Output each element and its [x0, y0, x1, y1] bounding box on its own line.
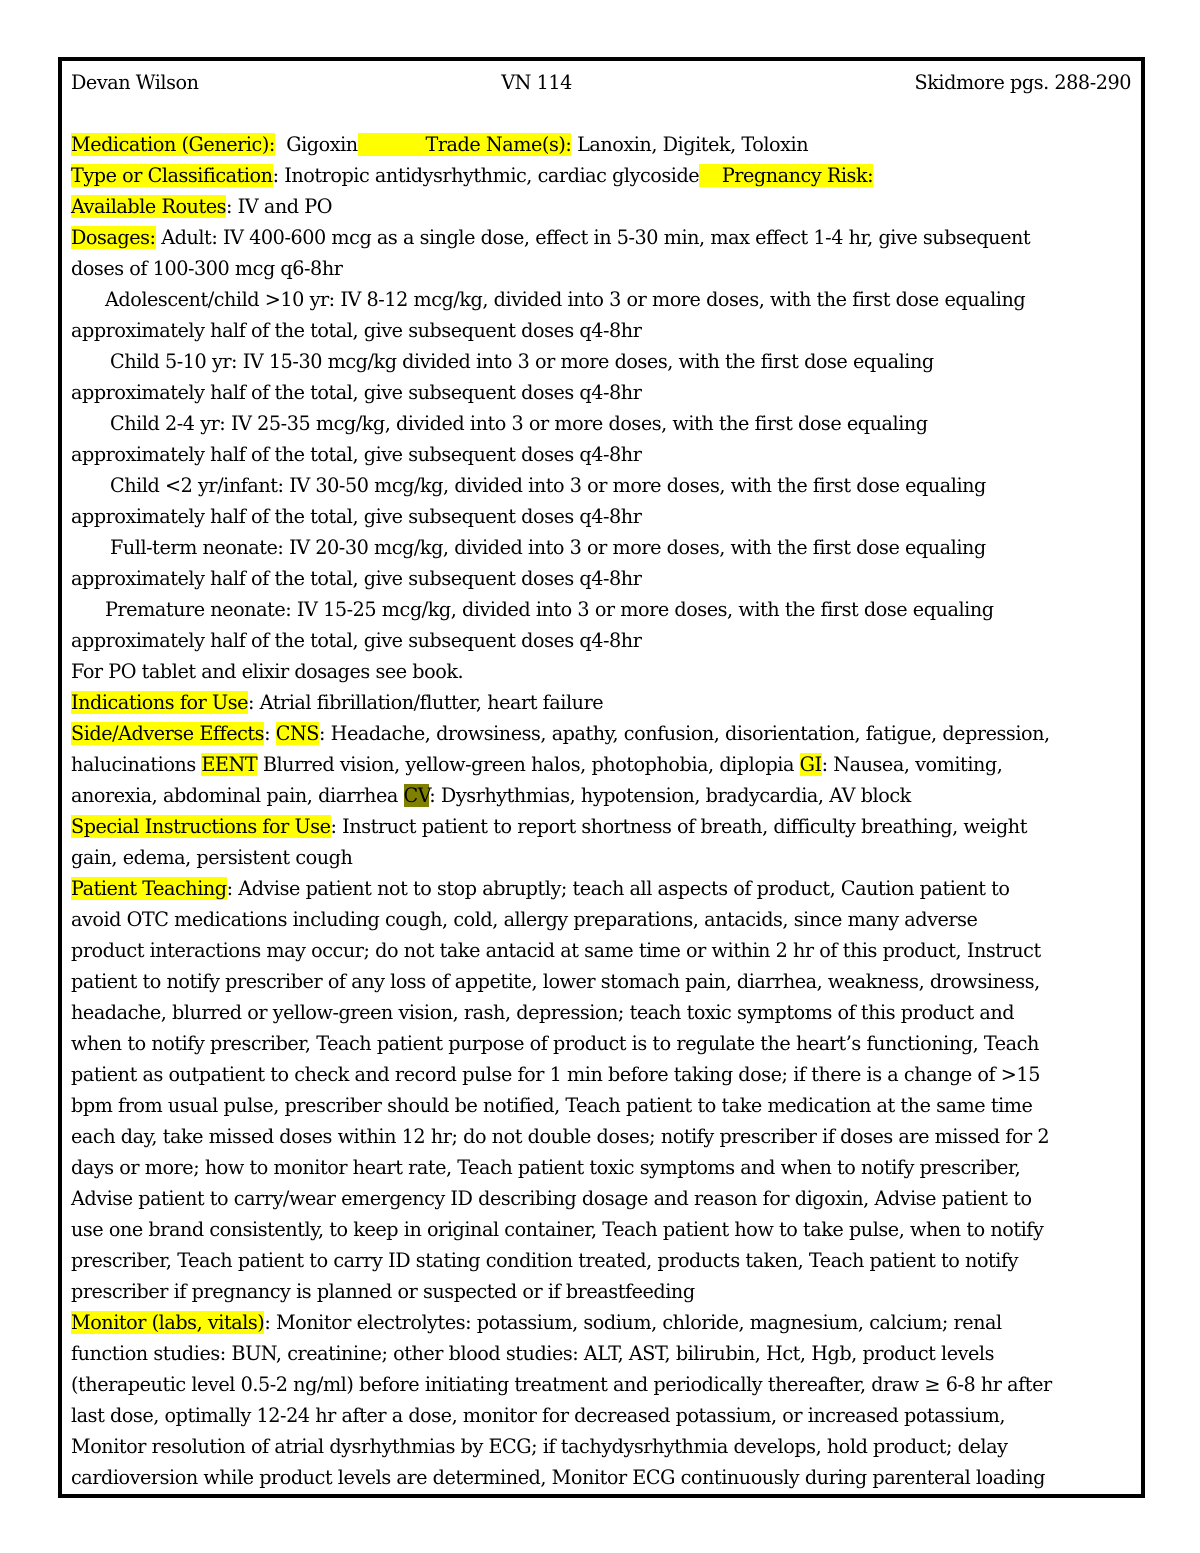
generic-label: Medication (Generic):	[71, 133, 275, 156]
monitor-line: Monitor resolution of atrial dysrhythmias by ECG; if tachydysrhythmia develops, hold product; delay	[71, 1435, 1008, 1458]
indications-value: : Atrial fibrillation/flutter, heart failure	[248, 691, 604, 714]
special-instructions-text: : Instruct patient to report shortness of breath, difficulty breathing, weight	[330, 815, 1027, 838]
dosage-line: doses of 100-300 mcg q6-8hr	[71, 257, 343, 280]
monitor-label: Monitor (labs, vitals)	[71, 1311, 265, 1334]
gi-effects-cont: anorexia, abdominal pain, diarrhea	[71, 784, 404, 807]
generic-name: Gigoxin	[286, 133, 358, 156]
cv-effects: : Dysrhythmias, hypotension, bradycardia, AV block	[429, 784, 911, 807]
monitor-text: : Monitor electrolytes: potassium, sodium, chloride, magnesium, calcium; renal	[264, 1311, 1002, 1334]
cns-label: CNS	[275, 722, 319, 745]
dosage-line: For PO tablet and elixir dosages see book.	[71, 660, 464, 683]
teaching-line: bpm from usual pulse, prescriber should be notified, Teach patient to take medication at the same time	[71, 1094, 1033, 1117]
dosages-row	[71, 222, 1131, 253]
blank-line	[71, 98, 1131, 129]
teaching-text: : Advise patient not to stop abruptly; teach all aspects of product, Caution patient to	[226, 877, 1010, 900]
teaching-line: days or more; how to monitor heart rate, Teach patient toxic symptoms and when to notify prescriber,	[71, 1156, 1021, 1179]
teaching-label: Patient Teaching	[71, 877, 227, 900]
medication-row	[71, 129, 1131, 160]
eent-effects: Blurred vision, yellow-green halos, photophobia, diplopia	[257, 753, 800, 776]
trade-names: Lanoxin, Digitek, Toloxin	[577, 133, 809, 156]
gi-label: GI	[799, 753, 822, 776]
dosage-line: approximately half of the total, give subsequent doses q4-8hr	[71, 381, 642, 404]
gi-effects: : Nausea, vomiting,	[821, 753, 1003, 776]
side-effects-label: Side/Adverse Effects	[71, 722, 265, 745]
indications-row	[71, 687, 1131, 718]
classification-value: : Inotropic antidysrhythmic, cardiac glycoside	[272, 164, 700, 187]
indications-label: Indications for Use	[71, 691, 248, 714]
dosage-line: Premature neonate: IV 15-25 mcg/kg, divided into 3 or more doses, with the first dose equaling	[105, 598, 994, 621]
course-code: VN 114	[501, 71, 572, 94]
classification-row	[71, 160, 1131, 191]
dosage-line: approximately half of the total, give subsequent doses q4-8hr	[71, 505, 642, 528]
dosage-line: Adult: IV 400-600 mcg as a single dose, effect in 5-30 min, max effect 1-4 hr, give subsequent	[155, 226, 1031, 249]
dosage-line: approximately half of the total, give subsequent doses q4-8hr	[71, 567, 642, 590]
drug-card	[71, 67, 1131, 1493]
teaching-line: avoid OTC medications including cough, cold, allergy preparations, antacids, since many adverse	[71, 908, 978, 931]
trade-label: Trade Name(s):	[425, 133, 572, 156]
teaching-line: patient to notify prescriber of any loss of appetite, lower stomach pain, diarrhea, weakness, drowsiness,	[71, 970, 1040, 993]
teaching-line: prescriber if pregnancy is planned or suspected or if breastfeeding	[71, 1280, 695, 1303]
monitor-line: (therapeutic level 0.5-2 ng/ml) before initiating treatment and periodically thereafter, draw ≥ 6-8 hr after	[71, 1373, 1052, 1396]
dosage-line: Child 2-4 yr: IV 25-35 mcg/kg, divided into 3 or more doses, with the first dose equaling	[110, 412, 928, 435]
dosage-line: approximately half of the total, give subsequent doses q4-8hr	[71, 319, 642, 342]
special-instructions-text: gain, edema, persistent cough	[71, 846, 353, 869]
teaching-line: when to notify prescriber, Teach patient purpose of product is to regulate the heart’s functioning, Teach	[71, 1032, 1039, 1055]
dosage-line: Full-term neonate: IV 20-30 mcg/kg, divided into 3 or more doses, with the first dose equaling	[110, 536, 986, 559]
monitor-line: last dose, optimally 12-24 hr after a dose, monitor for decreased potassium, or increased potassium,	[71, 1404, 1005, 1427]
teaching-line: patient as outpatient to check and record pulse for 1 min before taking dose; if there is a change of >15	[71, 1063, 1040, 1086]
page-reference: Skidmore pgs. 288-290	[914, 71, 1131, 94]
teaching-line: use one brand consistently, to keep in original container, Teach patient how to take pulse, when to notify	[71, 1218, 1044, 1241]
side-effects-row: Side/Adverse Effects: CNS: Headache, drowsiness, apathy, confusion, disorientation, fatigue, depression,	[71, 722, 1050, 745]
special-instructions-row	[71, 811, 1131, 842]
dosage-line: Child <2 yr/infant: IV 30-50 mcg/kg, divided into 3 or more doses, with the first dose equaling	[110, 474, 986, 497]
student-name: Devan Wilson	[71, 71, 199, 94]
dosages-label: Dosages:	[71, 226, 156, 249]
cv-label: CV	[403, 784, 430, 807]
dosage-line: approximately half of the total, give subsequent doses q4-8hr	[71, 443, 642, 466]
teaching-line: headache, blurred or yellow-green vision, rash, depression; teach toxic symptoms of this product and	[71, 1001, 1015, 1024]
dosage-line: approximately half of the total, give subsequent doses q4-8hr	[71, 629, 642, 652]
routes-row	[71, 191, 1131, 222]
highlight-spacer	[358, 133, 426, 156]
dosage-line: Child 5-10 yr: IV 15-30 mcg/kg divided into 3 or more doses, with the first dose equaling	[110, 350, 934, 373]
teaching-line: each day, take missed doses within 12 hr; do not double doses; notify prescriber if doses are missed for 2	[71, 1125, 1050, 1148]
classification-label: Type or Classification	[71, 164, 273, 187]
header-row	[71, 67, 1131, 98]
pregnancy-risk-label: Pregnancy Risk:	[699, 164, 873, 187]
cns-effects-cont: halucinations	[71, 753, 202, 776]
monitor-line: function studies: BUN, creatinine; other blood studies: ALT, AST, bilirubin, Hct, Hgb, product levels	[71, 1342, 995, 1365]
side-effects-row	[71, 749, 1131, 780]
monitor-row	[71, 1307, 1131, 1338]
teaching-line: prescriber, Teach patient to carry ID stating condition treated, products taken, Teach patient to notify	[71, 1249, 1019, 1272]
routes-value: : IV and PO	[226, 195, 332, 218]
monitor-line: cardioversion while product levels are determined, Monitor ECG continuously during parenteral loading	[71, 1466, 1045, 1489]
teaching-line: Advise patient to carry/wear emergency ID describing dosage and reason for digoxin, Advise patient to	[71, 1187, 1032, 1210]
routes-label: Available Routes	[71, 195, 227, 218]
teaching-row	[71, 873, 1131, 904]
special-instructions-label: Special Instructions for Use	[71, 815, 331, 838]
dosage-line: Adolescent/child >10 yr: IV 8-12 mcg/kg, divided into 3 or more doses, with the first dose equaling	[105, 288, 1026, 311]
eent-label: EENT	[201, 753, 258, 776]
teaching-line: product interactions may occur; do not take antacid at same time or within 2 hr of this product, Instruct	[71, 939, 1041, 962]
page-border	[58, 57, 1145, 1498]
cns-effects: : Headache, drowsiness, apathy, confusion, disorientation, fatigue, depression,	[319, 722, 1050, 745]
side-effects-row	[71, 780, 1131, 811]
